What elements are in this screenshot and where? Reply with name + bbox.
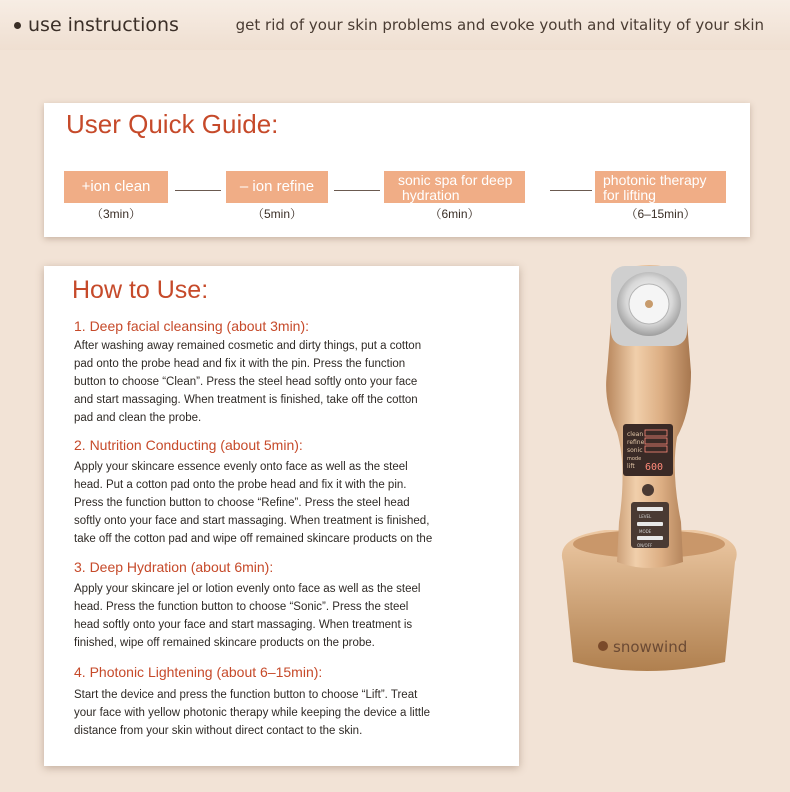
display-label: mode (627, 456, 642, 462)
body-line: button to choose “Clean”. Press the steel head softly onto your face (74, 376, 418, 388)
step-sonic-spa (384, 171, 525, 203)
body-line: head softly onto your face and start massaging. When treatment is (74, 619, 413, 631)
body-line: head. Put a cotton pad onto the probe head and fix it with the pin. (74, 479, 407, 491)
bullet-icon (14, 22, 21, 29)
display-label: clean (627, 431, 644, 438)
step-time: （3min） (90, 207, 141, 221)
section-title: 4. Photonic Lightening (about 6–15min): (74, 664, 323, 680)
section-title: 2. Nutrition Conducting (about 5min): (74, 437, 303, 453)
body-line: pad and clean the probe. (74, 412, 202, 424)
body-line: Press the function button to choose “Refine”. Press the steel head (74, 497, 410, 509)
body-line: softly onto your face and start massaging. When treatment is finished, (74, 515, 430, 527)
section-body (74, 458, 496, 548)
step-connector (334, 190, 380, 191)
step-label-line1: photonic therapy (603, 172, 707, 188)
header-bar (0, 0, 790, 50)
body-line: Start the device and press the function button to choose “Lift”. Treat (74, 689, 418, 701)
step-connector (175, 190, 221, 191)
step-connector (550, 190, 592, 191)
body-line: Apply your skincare essence evenly onto face as well as the steel (74, 461, 408, 473)
step-label-line1: sonic spa for deep (398, 172, 513, 188)
step-time: （6–15min） (625, 207, 696, 221)
section-body (74, 337, 496, 427)
button-label: MODE (639, 529, 652, 534)
beauty-device-image (545, 262, 745, 682)
step-ion-refine (226, 171, 328, 203)
body-line: your face with yellow photonic therapy while keeping the device a little (74, 707, 431, 719)
display-label: refine (627, 439, 645, 446)
quick-guide-card (44, 103, 750, 237)
header-tagline: get rid of your skin problems and evoke youth and vitality of your skin (235, 16, 764, 34)
body-line: After washing away remained cosmetic and dirty things, put a cotton (74, 340, 422, 352)
body-line: pad onto the probe head and fix it with the pin. Press the function (74, 358, 406, 370)
guide-title: User Quick Guide: (66, 109, 279, 139)
section-title: 1. Deep facial cleansing (about 3min): (74, 318, 310, 334)
step-time: （5min） (251, 207, 302, 221)
body-line: Apply your skincare jel or lotion evenly onto face as well as the steel (74, 583, 421, 595)
display-label: sonic (627, 447, 643, 454)
body-line: and start massaging. When treatment is finished, take off the cotton (74, 394, 418, 406)
step-ion-clean (64, 171, 168, 203)
step-photonic (595, 171, 726, 203)
section-body (74, 580, 496, 652)
body-line: take off the cotton pad and wipe off remained skincare products on the (74, 533, 433, 545)
section-title: 3. Deep Hydration (about 6min): (74, 559, 274, 575)
button-label: LEVEL (639, 514, 652, 519)
body-line: head. Press the function button to choose “Sonic”. Press the steel (74, 601, 409, 613)
header-title: use instructions (28, 14, 179, 36)
body-line: finished, wipe off remained skincare products on the probe. (74, 637, 375, 649)
display-label: lift (627, 463, 635, 470)
step-label-line2: hydration (402, 187, 460, 203)
how-to-use-card (44, 266, 519, 766)
step-label: – ion refine (239, 178, 315, 195)
howto-title: How to Use: (72, 276, 209, 304)
body-line: distance from your skin without direct contact to the skin. (74, 725, 363, 737)
step-time: （6min） (429, 207, 480, 221)
step-label-line2: for lifting (603, 187, 656, 203)
button-label: ON/OFF (637, 543, 653, 548)
step-label: +ion clean (81, 178, 151, 195)
section-body (74, 686, 496, 740)
display-value: 600 (645, 462, 664, 473)
brand-logo-text: snowwind (613, 638, 688, 656)
